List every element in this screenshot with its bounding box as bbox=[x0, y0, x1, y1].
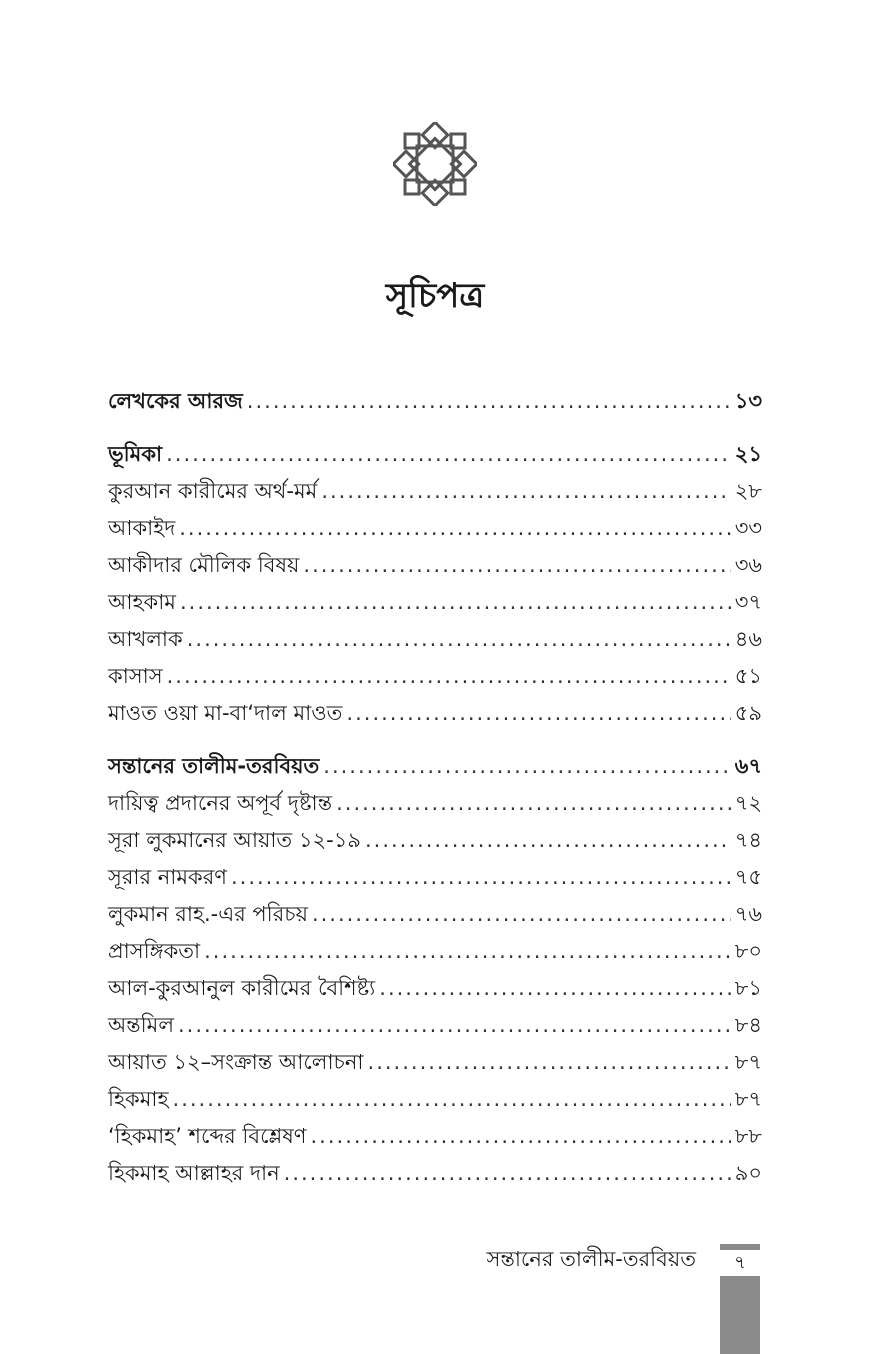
toc-entry[interactable] bbox=[108, 748, 762, 785]
dot-leader bbox=[379, 970, 730, 1007]
toc-entry[interactable] bbox=[108, 1155, 762, 1192]
toc-entry[interactable] bbox=[108, 1081, 762, 1118]
dot-leader bbox=[336, 785, 731, 822]
toc-entry[interactable] bbox=[108, 1007, 762, 1044]
toc-entry-page: ৫১ bbox=[734, 664, 762, 688]
toc-entry-label: সূরার নামকরণ bbox=[108, 865, 227, 889]
toc-entry[interactable] bbox=[108, 695, 762, 732]
toc-entry[interactable] bbox=[108, 436, 762, 473]
toc-entry[interactable] bbox=[108, 896, 762, 933]
toc-entry-label: আহকাম bbox=[108, 590, 176, 614]
toc-entry-label: হিকমাহ bbox=[108, 1087, 169, 1111]
toc-entry[interactable] bbox=[108, 970, 762, 1007]
toc-entry[interactable] bbox=[108, 547, 762, 584]
dot-leader bbox=[303, 547, 730, 584]
dot-leader bbox=[346, 695, 730, 732]
toc-entry-label: ‘হিকমাহ’ শব্দের বিশ্লেষণ bbox=[108, 1124, 307, 1148]
toc-entry-page: ৮৭ bbox=[734, 1087, 762, 1111]
toc-entry-label: আখলাক bbox=[108, 627, 183, 651]
toc-entry-page: ১৩ bbox=[734, 389, 762, 413]
toc-entry-label: আকীদার মৌলিক বিষয় bbox=[108, 553, 300, 577]
dot-leader bbox=[365, 822, 731, 859]
dot-leader bbox=[323, 748, 730, 785]
toc-entry-label: সন্তানের তালীম-তরবিয়ত bbox=[108, 754, 320, 778]
toc-entry[interactable] bbox=[108, 1118, 762, 1155]
toc-entry-label: অন্তমিল bbox=[108, 1013, 174, 1037]
toc-entry-label: আয়াত ১২–সংক্রান্ত আলোচনা bbox=[108, 1050, 364, 1074]
dot-leader bbox=[179, 510, 730, 547]
toc-entry[interactable] bbox=[108, 785, 762, 822]
toc-entry-page: ৮০ bbox=[734, 939, 762, 963]
page-tab-rule bbox=[720, 1244, 760, 1250]
toc-entry[interactable] bbox=[108, 510, 762, 547]
dot-leader bbox=[204, 933, 731, 970]
dot-leader bbox=[312, 896, 731, 933]
toc-group bbox=[108, 383, 762, 420]
toc-entry-page: ৪৬ bbox=[734, 627, 762, 651]
toc-entry-label: কুরআন কারীমের অর্থ-মর্ম bbox=[108, 479, 318, 503]
toc-entry-page: ৩৩ bbox=[734, 516, 762, 540]
toc-entry-page: ৩৬ bbox=[734, 553, 762, 577]
toc-entry-page: ৮৭ bbox=[734, 1050, 762, 1074]
toc-entry[interactable] bbox=[108, 383, 762, 420]
toc-entry[interactable] bbox=[108, 473, 762, 510]
toc-entry-label: মাওত ওয়া মা-বা‘দাল মাওত bbox=[108, 701, 343, 725]
toc-group bbox=[108, 436, 762, 732]
dot-leader bbox=[180, 584, 731, 621]
running-title: সন্তানের তালীম-তরবিয়ত bbox=[486, 1247, 696, 1271]
toc-entry-label: সূরা লুকমানের আয়াত ১২-১৯ bbox=[108, 828, 361, 852]
toc-entry-page: ৮১ bbox=[734, 976, 762, 1000]
toc-entry-page: ৬৭ bbox=[734, 754, 762, 778]
dot-leader bbox=[247, 383, 731, 420]
dot-leader bbox=[311, 1118, 731, 1155]
toc-entry-page: ৭২ bbox=[734, 791, 762, 815]
toc-entry-page: ৯০ bbox=[734, 1161, 762, 1185]
toc-entry-label: ভূমিকা bbox=[108, 442, 163, 466]
dot-leader bbox=[178, 1007, 731, 1044]
toc-entry-page: ২৮ bbox=[734, 479, 762, 503]
dot-leader bbox=[173, 1081, 731, 1118]
toc-entry[interactable] bbox=[108, 822, 762, 859]
toc-entry[interactable] bbox=[108, 933, 762, 970]
toc-entry-page: ৮৪ bbox=[734, 1013, 762, 1037]
toc-entry[interactable] bbox=[108, 584, 762, 621]
toc-entry-label: কাসাস bbox=[108, 664, 163, 688]
toc-entry-label: আল-কুরআনুল কারীমের বৈশিষ্ট্য bbox=[108, 976, 376, 1000]
dot-leader bbox=[368, 1044, 731, 1081]
toc-entry[interactable] bbox=[108, 859, 762, 896]
dot-leader bbox=[231, 859, 731, 896]
toc-group bbox=[108, 748, 762, 1192]
octagram-knot-icon bbox=[393, 122, 477, 206]
toc-entry[interactable] bbox=[108, 621, 762, 658]
toc-entry-label: হিকমাহ আল্লাহর দান bbox=[108, 1161, 280, 1185]
dot-leader bbox=[284, 1155, 731, 1192]
toc-entry[interactable] bbox=[108, 658, 762, 695]
toc-entry-page: ৩৭ bbox=[734, 590, 762, 614]
toc-entry[interactable] bbox=[108, 1044, 762, 1081]
toc-entry-label: লেখকের আরজ bbox=[108, 389, 243, 413]
table-of-contents bbox=[108, 383, 762, 1192]
toc-entry-label: লুকমান রাহ.-এর পরিচয় bbox=[108, 902, 308, 926]
toc-entry-page: ২১ bbox=[734, 442, 762, 466]
toc-entry-page: ৮৮ bbox=[734, 1124, 762, 1148]
dot-leader bbox=[321, 473, 730, 510]
dot-leader bbox=[187, 621, 731, 658]
page-tab-block bbox=[720, 1276, 760, 1354]
toc-entry-page: ৭৪ bbox=[734, 828, 762, 852]
dot-leader bbox=[166, 436, 731, 473]
toc-entry-label: দায়িত্ব প্রদানের অপূর্ব দৃষ্টান্ত bbox=[108, 791, 333, 815]
dot-leader bbox=[167, 658, 731, 695]
toc-entry-page: ৫৯ bbox=[734, 701, 762, 725]
toc-entry-label: আকাইদ bbox=[108, 516, 176, 540]
toc-entry-page: ৭৬ bbox=[734, 902, 762, 926]
page-title: সূচিপত্র bbox=[385, 276, 485, 316]
toc-entry-page: ৭৫ bbox=[734, 865, 762, 889]
page-number: ৭ bbox=[734, 1252, 746, 1273]
toc-entry-label: প্রাসঙ্গিকতা bbox=[108, 939, 201, 963]
